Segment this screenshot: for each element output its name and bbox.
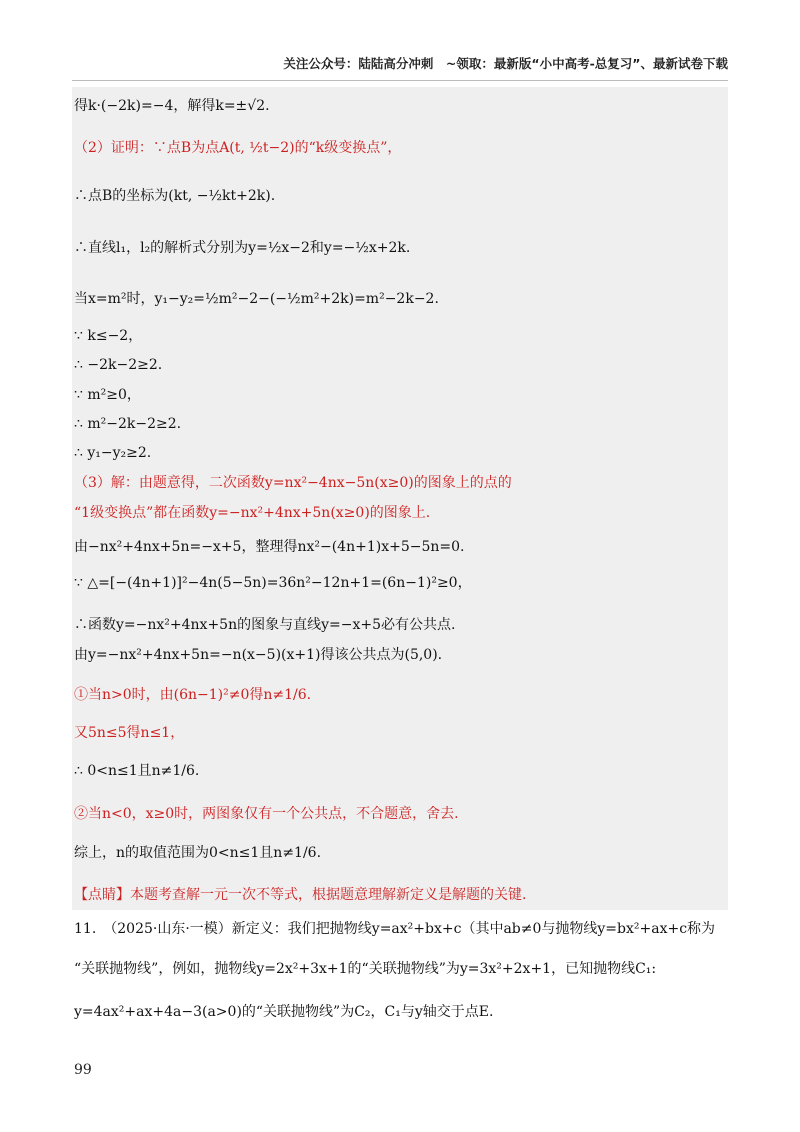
solution-line: ∴直线l₁，l₂的解析式分别为y=½x−2和y=−½x+2k. [74,240,411,256]
solution-line: ∴ y₁−y₂≥2. [74,445,152,461]
solution-line: （2）证明：∵点B为点A(t, ½t−2)的“k级变换点”， [74,140,402,156]
solution-line: ∵ k≤−2， [74,328,143,344]
solution-line: 当x=m²时，y₁−y₂=½m²−2−(−½m²+2k)=m²−2k−2. [74,291,439,307]
problem-line: “关联抛物线”，例如，抛物线y=2x²+3x+1的“关联抛物线”为y=3x²+2x+1，已知抛物线C₁: [74,961,657,977]
solution-line: 得k·(−2k)=−4，解得k=±√2. [74,98,270,114]
solution-line: 【点睛】本题考查解一元一次不等式，根据题意理解新定义是解题的关键. [74,887,527,903]
problem-line: y=4ax²+ax+4a−3(a>0)的“关联抛物线”为C₂，C₁与y轴交于点E. [74,1004,494,1020]
solution-box [72,87,728,910]
solution-line: ①当n>0时，由(6n−1)²≠0得n≠1/6. [74,687,312,703]
solution-line: ∴点B的坐标为(kt, −½kt+2k). [74,188,276,204]
solution-line: ∴ 0<n≤1且n≠1/6. [74,763,200,779]
page-number: 99 [74,1062,92,1078]
solution-line: ∵ △=[−(4n+1)]²−4n(5−5n)=36n²−12n+1=(6n−1)²≥0， [74,575,472,591]
problem-line: 11. （2025·山东·一模）新定义：我们把抛物线y=ax²+bx+c（其中ab≠0与抛物线y=bx²+ax+c称为 [74,921,716,937]
solution-line: ∴函数y=−nx²+4nx+5n的图象与直线y=−x+5必有公共点. [74,617,456,633]
solution-line: 综上，n的取值范围为0<n≤1且n≠1/6. [74,845,322,861]
solution-line: 又5n≤5得n≤1， [74,725,185,741]
solution-line: ∴ m²−2k−2≥2. [74,416,182,432]
solution-line: ∴ −2k−2≥2. [74,357,163,373]
page-header: 关注公众号：陆陆高分冲刺 ~领取：最新版“小中高考-总复习”、最新试卷下载 [283,56,728,71]
solution-line: （3）解：由题意得，二次函数y=nx²−4nx−5n(x≥0)的图象上的点的 [74,475,512,491]
solution-line: “1级变换点”都在函数y=−nx²+4nx+5n(x≥0)的图象上. [74,505,431,521]
solution-line: 由−nx²+4nx+5n=−x+5，整理得nx²−(4n+1)x+5−5n=0. [74,539,465,555]
solution-line: 由y=−nx²+4nx+5n=−n(x−5)(x+1)得该公共点为(5,0). [74,647,443,663]
solution-line: ∵ m²≥0， [74,387,141,403]
solution-line: ②当n<0，x≥0时，两图象仅有一个公共点，不合题意，舍去. [74,806,459,822]
header-divider [72,80,728,81]
